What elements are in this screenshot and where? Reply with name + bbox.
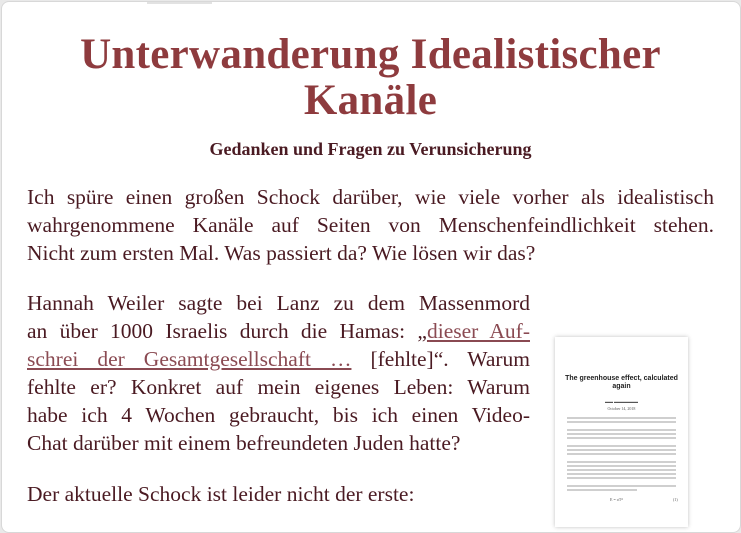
quote-link-part-2[interactable]: schrei der Gesamtgesellschaft … bbox=[27, 347, 352, 371]
word: Ich bbox=[27, 185, 55, 209]
word: Schock bbox=[256, 185, 321, 209]
word: stehen. bbox=[653, 213, 714, 237]
word: Seiten bbox=[316, 213, 371, 237]
text: an über 1000 Israelis durch die Hamas: „ bbox=[27, 319, 427, 343]
thumbnail-title: The greenhouse effect, calculated again bbox=[565, 375, 678, 390]
paragraph-line: habe ich 4 Wochen gebraucht, bis ich einen Video- bbox=[27, 403, 530, 427]
word: als bbox=[580, 185, 605, 209]
paragraph-line: Hannah Weiler sagte bei Lanz zu dem Massenmord bbox=[27, 291, 530, 315]
paragraph-line bbox=[27, 317, 530, 345]
page-title-line-2: Kanäle bbox=[303, 77, 438, 124]
word: idealistisch bbox=[617, 185, 714, 209]
paragraph-line: Nicht zum ersten Mal. Was passiert da? Wie lösen wir das? bbox=[27, 241, 536, 265]
word: viele bbox=[458, 185, 501, 209]
word: auf bbox=[271, 213, 299, 237]
word: wahrgenommene bbox=[27, 213, 175, 237]
thumbnail-equation-number: (1) bbox=[673, 497, 678, 502]
quote-link-part-1[interactable]: dieser Auf- bbox=[426, 319, 530, 343]
pdf-thumbnail[interactable] bbox=[555, 337, 688, 527]
paragraph-line bbox=[27, 211, 714, 239]
word: wie bbox=[414, 185, 446, 209]
paragraph-line: fehlte er? Konkret auf mein eigenes Leben: Warum bbox=[27, 375, 530, 399]
word: vorher bbox=[512, 185, 569, 209]
word: spüre bbox=[66, 185, 114, 209]
word: von bbox=[388, 213, 421, 237]
word: einen bbox=[125, 185, 173, 209]
word: Kanäle bbox=[192, 213, 254, 237]
text: [fehlte]“. Warum bbox=[351, 347, 530, 371]
word: darüber, bbox=[332, 185, 403, 209]
paragraph-line: Chat darüber mit einem befreundeten Juden hatte? bbox=[27, 431, 461, 455]
window-tab-indicator bbox=[147, 2, 212, 4]
thumbnail-date: October 14, 2018 bbox=[607, 406, 636, 411]
thumbnail-equation: E = σT⁴ bbox=[610, 497, 623, 502]
page-title-line-1: Unterwanderung Idealistischer bbox=[80, 31, 661, 78]
page-subtitle: Gedanken und Fragen zu Verunsicherung bbox=[209, 139, 532, 159]
thumbnail-author: ▬▬ ▬▬▬▬▬▬ bbox=[605, 399, 638, 404]
paragraph-line bbox=[27, 345, 530, 373]
word: großen bbox=[184, 185, 245, 209]
word: Menschenfeindlichkeit bbox=[438, 213, 636, 237]
paragraph-3: Der aktuelle Schock ist leider nicht der erste: bbox=[27, 482, 415, 506]
paragraph-line bbox=[27, 183, 714, 211]
